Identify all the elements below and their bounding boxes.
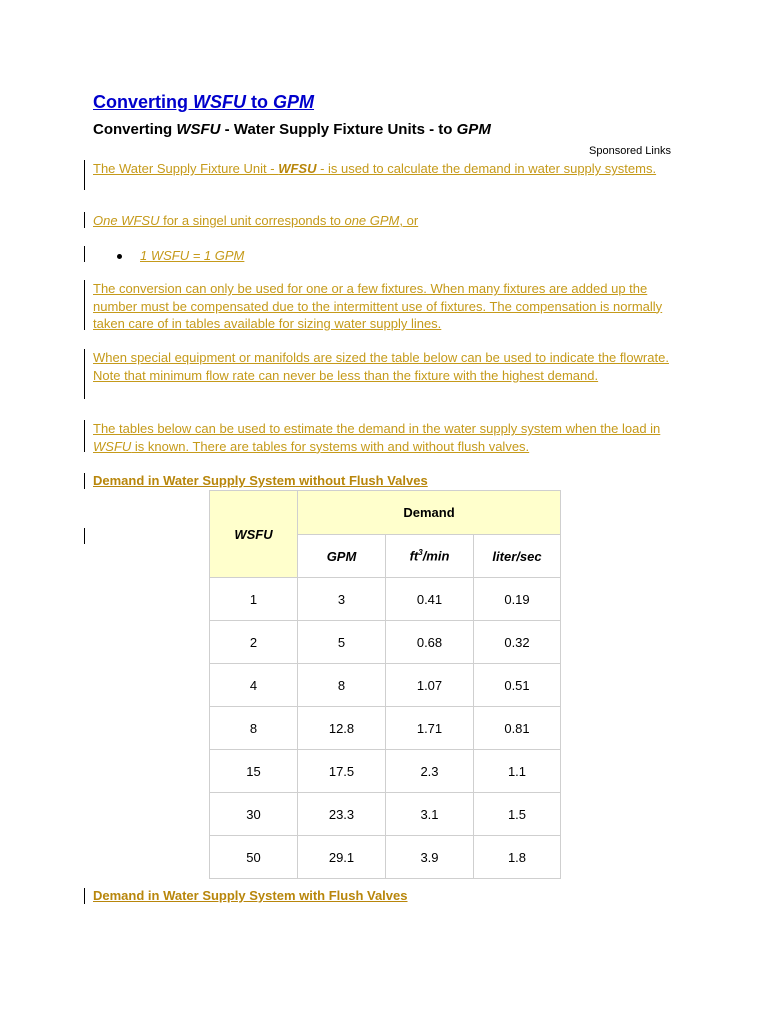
table-cell: 0.32 <box>474 621 561 664</box>
table-cell: 1.71 <box>386 707 474 750</box>
section-heading-with-flush[interactable]: Demand in Water Supply System with Flush Valves <box>93 888 408 903</box>
table-cell: 1.5 <box>474 793 561 836</box>
page-subtitle: Converting WSFU - Water Supply Fixture Units - to GPM <box>93 121 491 138</box>
compensation-paragraph[interactable]: The conversion can only be used for one or a few fixtures. When many fixtures are added up the number must be compensated due to the intermittent use of fixtures. The compensation is normally taken care of in tables available for sizing water supply lines. <box>93 281 663 331</box>
table-row <box>210 750 561 793</box>
table-cell: 0.51 <box>474 664 561 707</box>
text-cursor-bar <box>84 349 85 399</box>
table-cell: 2 <box>210 621 298 664</box>
table-cell: 1.1 <box>474 750 561 793</box>
column-header-demand: Demand <box>298 491 561 535</box>
table-cell: 12.8 <box>298 707 386 750</box>
table-cell: 29.1 <box>298 836 386 879</box>
page-title[interactable]: Converting WSFU to GPM <box>93 92 315 112</box>
conversion-bullet[interactable]: 1 WSFU = 1 GPM <box>140 248 245 263</box>
table-cell: 1.8 <box>474 836 561 879</box>
table-cell: 0.68 <box>386 621 474 664</box>
table-cell: 15 <box>210 750 298 793</box>
tables-intro-paragraph[interactable]: The tables below can be used to estimate the demand in the water supply system when the load in WSFU is known. There are tables for systems with and without flush valves. <box>93 421 661 454</box>
bullet-dot <box>117 254 122 259</box>
text-cursor-bar <box>84 420 85 452</box>
special-equipment-paragraph[interactable]: When special equipment or manifolds are sized the table below can be used to indicate the flowrate. Note that minimum flow rate can never be less than the fixture with the highest demand. <box>93 350 669 383</box>
column-header-gpm: GPM <box>298 535 386 578</box>
table-row <box>210 578 561 621</box>
table-cell: 2.3 <box>386 750 474 793</box>
text-cursor-bar <box>84 246 85 262</box>
column-header-ft3: $ft^3/\min$ <box>386 535 474 578</box>
intro-paragraph[interactable]: The Water Supply Fixture Unit - WFSU - is used to calculate the demand in water supply systems. <box>93 161 657 176</box>
conversion-paragraph[interactable]: One WFSU for a singel unit corresponds to one GPM, or <box>93 213 419 228</box>
text-cursor-bar <box>84 160 85 190</box>
demand-table <box>209 490 561 879</box>
table-cell: 0.19 <box>474 578 561 621</box>
table-cell: 50 <box>210 836 298 879</box>
text-cursor-bar <box>84 473 85 489</box>
column-header-wsfu: WSFU <box>210 491 298 578</box>
table-row <box>210 621 561 664</box>
table-row <box>210 707 561 750</box>
section-heading-without-flush[interactable]: Demand in Water Supply System without Flush Valves <box>93 473 428 488</box>
table-cell: 0.81 <box>474 707 561 750</box>
table-cell: 3.1 <box>386 793 474 836</box>
table-row <box>210 664 561 707</box>
table-cell: 0.41 <box>386 578 474 621</box>
table-row <box>210 793 561 836</box>
table-cell: 1 <box>210 578 298 621</box>
table-cell: 3.9 <box>386 836 474 879</box>
table-cell: 4 <box>210 664 298 707</box>
text-cursor-bar <box>84 280 85 330</box>
table-cell: 3 <box>298 578 386 621</box>
sponsored-links-label: Sponsored Links <box>589 145 671 157</box>
table-cell: 23.3 <box>298 793 386 836</box>
table-cell: 1.07 <box>386 664 474 707</box>
table-cell: 17.5 <box>298 750 386 793</box>
table-cell: 8 <box>298 664 386 707</box>
table-cell: 30 <box>210 793 298 836</box>
text-cursor-bar <box>84 528 85 544</box>
table-cell: 8 <box>210 707 298 750</box>
text-cursor-bar <box>84 212 85 228</box>
table-cell: 5 <box>298 621 386 664</box>
text-cursor-bar <box>84 888 85 904</box>
column-header-liter-sec: liter/sec <box>474 535 561 578</box>
table-row <box>210 836 561 879</box>
